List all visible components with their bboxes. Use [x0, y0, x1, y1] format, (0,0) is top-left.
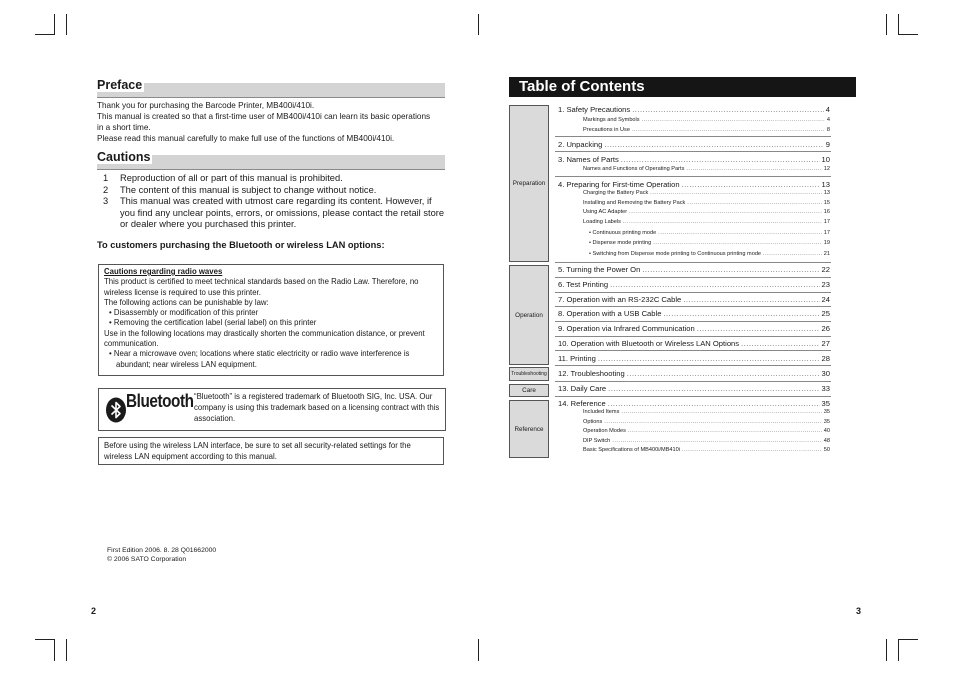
toc-divider: [555, 306, 831, 307]
crop-mark: [35, 34, 55, 35]
wireless-lan-box: [98, 437, 444, 465]
edition-info: [107, 547, 216, 564]
toc-entry-label: Included Items: [583, 409, 620, 415]
toc-page-number: 40: [823, 428, 830, 434]
leader-dots: [621, 155, 820, 164]
toc-page-number: 27: [821, 339, 830, 348]
crop-mark: [898, 639, 918, 640]
toc-divider: [555, 336, 831, 337]
toc-entry-label: Charging the Battery Pack: [583, 190, 649, 196]
copyright-text: © 2006 SATO Corporation: [107, 555, 187, 563]
toc-divider: [555, 151, 831, 152]
toc-divider: [555, 136, 831, 137]
caution-text: The content of this manual is subject to change without notice.: [120, 184, 377, 195]
toc-entry-label: Basic Specifications of MB400i/MB410i: [583, 447, 681, 453]
leader-dots: [621, 409, 821, 415]
preface-line: Thank you for purchasing the Barcode Printer, MB400i/410i.: [97, 101, 315, 110]
bluetooth-logo-icon: [105, 397, 127, 423]
crop-mark: [898, 14, 899, 35]
toc-page-number: 13: [823, 190, 830, 196]
toc-page-number: 33: [821, 384, 830, 393]
toc-page-number: 25: [821, 309, 830, 318]
toc-entry-label: 11. Printing: [558, 354, 596, 363]
tab-troubleshooting: [509, 367, 549, 381]
toc-entry-label: Using AC Adapter: [583, 209, 628, 215]
tab-label: Preparation: [512, 180, 546, 187]
toc-subentry[interactable]: [583, 166, 830, 172]
crop-mark: [66, 14, 67, 35]
toc-entry-label: 5. Turning the Power On: [558, 265, 641, 274]
bluetooth-trademark-text: “Bluetooth” is a registered trademark of Bluetooth SIG, Inc. USA. Our company is using this trademark based on a licensing contract with this association.: [194, 392, 440, 424]
toc-divider: [555, 277, 831, 278]
leader-dots: [632, 105, 824, 114]
radio-box-bullet: • Removing the certification label (serial label) on this printer: [109, 318, 317, 328]
toc-subentry[interactable]: [583, 127, 830, 133]
preface-text: [97, 100, 449, 144]
toc-page-number: 30: [821, 369, 830, 378]
toc-page-number: 13: [821, 180, 830, 189]
toc-subentry[interactable]: [589, 240, 830, 246]
leader-dots: [642, 265, 819, 274]
toc-page-number: 35: [823, 419, 830, 425]
caution-number: 3: [103, 196, 109, 206]
leader-dots: [741, 339, 819, 348]
toc-entry-label: 8. Operation with a USB Cable: [558, 309, 662, 318]
preface-line: This manual is created so that a first-time user of MB400i/410i can learn its basic operations: [97, 112, 431, 121]
leader-dots: [604, 419, 821, 425]
crop-mark: [898, 639, 899, 661]
toc-page-number: 24: [821, 295, 830, 304]
toc-entry-label: 3. Names of Parts: [558, 155, 619, 164]
toc-entry-label: Installing and Removing the Battery Pack: [583, 200, 686, 206]
toc-entry[interactable]: [558, 155, 830, 164]
toc-subentry[interactable]: [583, 117, 830, 123]
caution-item: [103, 185, 448, 197]
toc-subentry[interactable]: [583, 447, 830, 453]
tab-operation: [509, 265, 549, 365]
leader-dots: [608, 399, 820, 408]
toc-entry[interactable]: [558, 280, 830, 289]
leader-dots: [598, 354, 820, 363]
toc-entry[interactable]: [558, 105, 830, 114]
tab-reference: [509, 400, 549, 458]
toc-entry-label: • Dispense mode printing: [589, 240, 652, 246]
tab-preparation: [509, 105, 549, 262]
toc-divider: [555, 176, 831, 177]
toc-entry[interactable]: [558, 324, 830, 333]
leader-dots: [623, 219, 822, 225]
radio-box-paragraph: The following actions can be punishable by law:: [104, 297, 269, 307]
toc-entry-label: Precautions in Use: [583, 127, 630, 133]
toc-divider: [555, 396, 831, 397]
toc-page-number: 19: [823, 240, 830, 246]
toc-page-number: 4: [826, 117, 830, 123]
tab-care: [509, 384, 549, 397]
caution-number: 2: [103, 184, 109, 195]
toc-page-number: 16: [823, 209, 830, 215]
crop-mark: [478, 639, 479, 661]
toc-entry-label: Loading Labels: [583, 219, 621, 225]
toc-page-number: 8: [826, 127, 830, 133]
toc-page-number: 9: [825, 140, 830, 149]
page-number-right: 3: [856, 606, 862, 616]
toc-divider: [555, 292, 831, 293]
toc-subentry[interactable]: [583, 200, 830, 206]
toc-page-number: 17: [823, 219, 830, 225]
toc-entry[interactable]: [558, 384, 830, 393]
crop-mark: [35, 639, 55, 640]
toc-page-number: 35: [823, 409, 830, 415]
wireless-lan-text: Before using the wireless LAN interface, be sure to set all security-related settings for the wireless LAN equipment according to this manual.: [104, 441, 411, 462]
toc-entry-label: 10. Operation with Bluetooth or Wireless LAN Options: [558, 339, 740, 348]
toc-page-number: 23: [821, 280, 830, 289]
toc-entry[interactable]: [558, 354, 830, 363]
cautions-heading: Cautions: [97, 150, 151, 164]
toc-entry[interactable]: [558, 369, 830, 378]
caution-text: Reproduction of all or part of this manual is prohibited.: [120, 173, 343, 183]
toc-entry-label: 1. Safety Precautions: [558, 105, 631, 114]
leader-dots: [632, 127, 825, 133]
leader-dots: [658, 230, 822, 236]
toc-entry[interactable]: [558, 339, 830, 348]
toc-entry[interactable]: [558, 399, 830, 408]
toc-entry-label: 4. Preparing for First-time Operation: [558, 180, 680, 189]
leader-dots: [628, 428, 822, 434]
radio-box-title: Cautions regarding radio waves: [104, 267, 223, 276]
toc-entry[interactable]: [558, 140, 830, 149]
radio-box-paragraph: Use in the following locations may drastically shorten the communication distance, or prevent communication.: [104, 328, 425, 349]
bullet-text: Near a microwave oven; locations where static electricity or radio wave interference is abundant; near wireless LAN equipment.: [113, 349, 410, 369]
toc-page-number: 35: [821, 399, 830, 408]
toc-page-number: 22: [821, 265, 830, 274]
toc-entry-label: Options: [583, 419, 603, 425]
leader-dots: [683, 295, 819, 304]
tab-label: Operation: [515, 311, 543, 319]
toc-entry-label: 2. Unpacking: [558, 140, 603, 149]
leader-dots: [612, 438, 822, 444]
tab-label: Care: [522, 387, 536, 394]
toc-page-number: 26: [821, 324, 830, 333]
toc-entry-label: DIP Switch: [583, 438, 611, 444]
toc-title: Table of Contents: [509, 77, 856, 97]
toc-divider: [555, 350, 831, 351]
bluetooth-trademark-box: [98, 388, 446, 431]
bullet-text: Removing the certification label (serial label) on this printer: [113, 318, 317, 328]
leader-dots: [627, 369, 820, 378]
toc-divider: [555, 381, 831, 382]
edition-text: First Edition 2006. 8. 28 Q01662000: [107, 547, 217, 554]
toc-entry-label: Names and Functions of Operating Parts: [583, 166, 685, 172]
caution-number: 1: [103, 173, 109, 183]
leader-dots: [663, 309, 819, 318]
toc-subentry[interactable]: [583, 428, 830, 434]
leader-dots: [608, 384, 819, 393]
toc-subentry[interactable]: [583, 419, 830, 425]
leader-dots: [682, 447, 822, 453]
leader-dots: [763, 251, 822, 257]
leader-dots: [687, 200, 821, 206]
toc-page-number: 28: [821, 354, 830, 363]
toc-subentry[interactable]: [583, 219, 830, 225]
toc-page-number: 17: [823, 230, 830, 236]
caution-item: [103, 173, 448, 185]
bluetooth-options-heading: To customers purchasing the Bluetooth or wireless LAN options:: [97, 240, 385, 250]
preface-heading: Preface: [97, 78, 143, 92]
radio-box-paragraph: This product is certified to meet technical standards based on the Radio Law. Therefore, no wireless license is required to use this printer.: [104, 277, 419, 297]
toc-page-number: 50: [823, 447, 830, 453]
toc-subentry[interactable]: [589, 230, 830, 236]
leader-dots: [686, 166, 821, 172]
toc-entry-label: Markings and Symbols: [583, 117, 640, 123]
cautions-header: [97, 150, 445, 170]
toc-divider: [555, 365, 831, 366]
leader-dots: [629, 209, 822, 215]
crop-mark: [54, 639, 55, 661]
tab-label: Reference: [514, 425, 544, 433]
toc-entry-label: 13. Daily Care: [558, 384, 607, 393]
toc-subentry[interactable]: [583, 190, 830, 196]
toc-page-number: 48: [823, 438, 830, 444]
toc-subentry[interactable]: [583, 209, 830, 215]
leader-dots: [697, 324, 820, 333]
toc-page-number: 4: [825, 105, 830, 114]
toc-entry[interactable]: [558, 309, 830, 318]
radio-box-bullet: • Disassembly or modification of this printer: [109, 308, 259, 318]
preface-header: [97, 78, 445, 98]
crop-mark: [886, 14, 887, 35]
toc-entry-label: 12. Troubleshooting: [558, 369, 625, 378]
crop-mark: [66, 639, 67, 661]
bluetooth-logo-text: Bluetooth: [126, 391, 194, 411]
leader-dots: [604, 140, 823, 149]
toc-page-number: 15: [823, 200, 830, 206]
caution-text: This manual was created with utmost care regarding its content. However, if you find any unclear points, errors, or omissions, please contact the retail store or dealer where you purchased this printer.: [120, 196, 445, 230]
leader-dots: [642, 117, 825, 123]
crop-mark: [886, 639, 887, 661]
page-number-left: 2: [91, 606, 97, 616]
toc-page-number: 10: [821, 155, 830, 164]
toc-entry-label: 9. Operation via Infrared Communication: [558, 324, 695, 333]
crop-mark: [478, 14, 479, 35]
caution-item: [103, 196, 448, 231]
toc-divider: [555, 262, 831, 263]
toc-subentry[interactable]: [583, 438, 830, 444]
toc-subentry[interactable]: [589, 251, 830, 257]
toc-subentry[interactable]: [583, 409, 830, 415]
preface-line: in a short time.: [97, 123, 151, 132]
crop-mark: [54, 14, 55, 35]
leader-dots: [610, 280, 819, 289]
leader-dots: [682, 180, 820, 189]
bullet-text: Disassembly or modification of this printer: [113, 308, 259, 318]
leader-dots: [650, 190, 821, 196]
preface-line: Please read this manual carefully to make full use of the functions of MB400i/410i.: [97, 134, 395, 143]
radio-waves-box: [98, 264, 444, 376]
toc-page-number: 21: [823, 251, 830, 257]
toc-divider: [555, 321, 831, 322]
tab-label: Troubleshooting: [511, 371, 547, 377]
toc-entry-label: • Switching from Dispense mode printing to Continuous printing mode: [589, 251, 762, 257]
crop-mark: [898, 34, 918, 35]
toc-page-number: 12: [823, 166, 830, 172]
toc-entry-label: 14. Reference: [558, 399, 606, 408]
toc-entry[interactable]: [558, 295, 830, 304]
radio-box-bullet: • Near a microwave oven; locations where static electricity or radio wave interference is abundant; near wireless LAN equipment.: [109, 349, 410, 369]
toc-entry-label: • Continuous printing mode: [589, 230, 657, 236]
toc-entry-label: 6. Test Printing: [558, 280, 609, 289]
toc-entry-label: 7. Operation with an RS-232C Cable: [558, 295, 682, 304]
toc-entry[interactable]: [558, 265, 830, 274]
toc-entry[interactable]: [558, 180, 830, 189]
toc-entry-label: Operation Modes: [583, 428, 626, 434]
leader-dots: [653, 240, 821, 246]
